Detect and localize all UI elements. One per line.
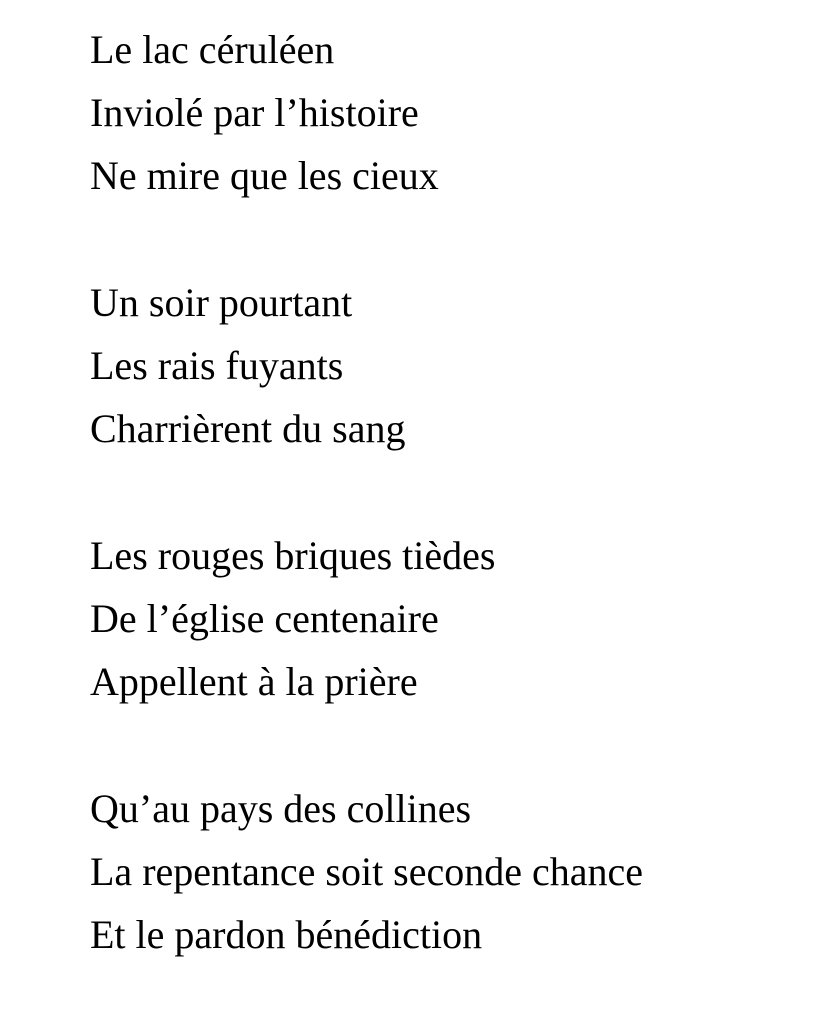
poem-line: Les rouges briques tièdes (90, 533, 496, 578)
stanza-2 (90, 271, 810, 460)
stanza-3 (90, 524, 810, 713)
poem-line: Charrièrent du sang (90, 406, 406, 451)
poem-line: De l’église centenaire (90, 596, 439, 641)
stanza-1 (90, 18, 810, 207)
stanza-4 (90, 777, 810, 966)
poem-line: Et le pardon bénédiction (90, 912, 483, 957)
poem-line: Appellent à la prière (90, 659, 418, 704)
poem-line: La repentance soit seconde chance (90, 849, 644, 894)
poem-line: Le lac céruléen (90, 27, 335, 72)
poem-line: Un soir pourtant (90, 280, 353, 325)
poem-line: Ne mire que les cieux (90, 153, 439, 198)
poem-line: Qu’au pays des collines (90, 786, 472, 831)
poem (90, 18, 810, 966)
poem-line: Les rais fuyants (90, 343, 344, 388)
poem-line: Inviolé par l’histoire (90, 90, 419, 135)
